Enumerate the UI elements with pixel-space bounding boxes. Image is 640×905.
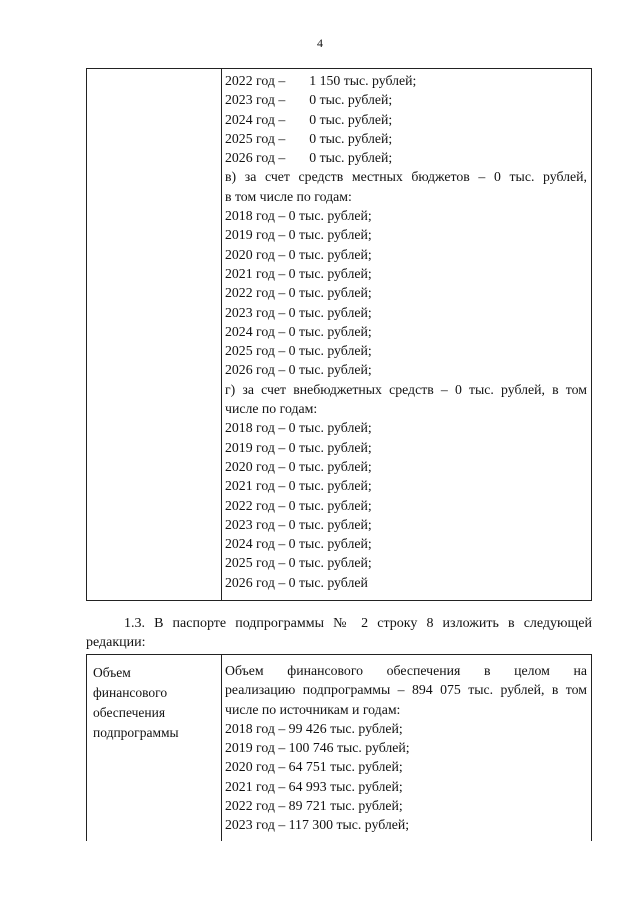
row-label-line: обеспечения [93,705,166,720]
extrabudgetary-year-line: 2023 год – 0 тыс. рублей; [225,516,372,532]
year-line: 2024 год – 0 тыс. рублей; [225,111,393,127]
paragraph-line: редакции: [86,635,146,650]
row-label-cell [93,663,217,743]
local-year-line: 2024 год – 0 тыс. рублей; [225,323,372,339]
year-line: 2021 год – 64 993 тыс. рублей; [225,778,403,794]
year-line: 2022 год – 1 150 тыс. рублей; [225,73,417,88]
year-line: 2022 год – 89 721 тыс. рублей; [225,798,403,814]
section-heading-extrabudgetary: г) за счет внебюджетных средств – 0 тыс. рублей, в том [225,381,587,397]
extrabudgetary-year-line: 2024 год – 0 тыс. рублей; [225,536,372,552]
extrabudgetary-year-line: 2025 год – 0 тыс. рублей; [225,555,372,571]
local-year-line: 2023 год – 0 тыс. рублей; [225,304,372,320]
intro-line: реализацию подпрограммы – 894 075 тыс. рублей, в том [225,682,587,698]
financing-lines [225,661,587,835]
amendment-paragraph [86,614,592,652]
extrabudgetary-year-line: 2019 год – 0 тыс. рублей; [225,439,372,455]
extrabudgetary-year-line: 2018 год – 0 тыс. рублей; [225,420,372,436]
row-label-line: подпрограммы [93,725,179,740]
year-line: 2023 год – 117 300 тыс. рублей; [225,817,410,833]
section-heading-local: в) за счет средств местных бюджетов – 0 тыс. рублей, [225,169,587,185]
year-line: 2026 год – 0 тыс. рублей; [225,150,393,166]
section-heading-local: в том числе по годам: [225,188,352,204]
local-year-line: 2025 год – 0 тыс. рублей; [225,343,372,359]
extrabudgetary-year-line: 2020 год – 0 тыс. рублей; [225,458,372,474]
year-line: 2020 год – 64 751 тыс. рублей; [225,759,403,775]
financing-lines [225,71,587,592]
local-year-line: 2022 год – 0 тыс. рублей; [225,285,372,301]
local-year-line: 2020 год – 0 тыс. рублей; [225,246,372,262]
paragraph-line: 1.3. В паспорте подпрограммы № 2 строку 8 изложить в следующей [124,616,592,631]
financing-table-continuation [86,68,592,601]
section-heading-extrabudgetary: числе по годам: [225,401,318,417]
column-divider [221,655,222,841]
intro-line: Объем финансового обеспечения в целом на [225,663,587,678]
local-year-line: 2026 год – 0 тыс. рублей; [225,362,372,378]
local-year-line: 2021 год – 0 тыс. рублей; [225,265,372,281]
row-label-line: финансового [93,685,168,700]
extrabudgetary-year-line: 2021 год – 0 тыс. рублей; [225,478,372,494]
subprogram-financing-table [86,654,592,841]
column-divider [221,69,222,600]
year-line: 2025 год – 0 тыс. рублей; [225,130,393,146]
row-label-line: Объем [93,665,131,680]
year-line: 2019 год – 100 746 тыс. рублей; [225,740,410,756]
local-year-line: 2019 год – 0 тыс. рублей; [225,227,372,243]
year-line: 2023 год – 0 тыс. рублей; [225,92,393,108]
intro-line: числе по источникам и годам: [225,701,401,717]
page-number: 4 [317,36,323,50]
extrabudgetary-year-line: 2026 год – 0 тыс. рублей [225,574,368,590]
extrabudgetary-year-line: 2022 год – 0 тыс. рублей; [225,497,372,513]
local-year-line: 2018 год – 0 тыс. рублей; [225,208,372,224]
year-line: 2018 год – 99 426 тыс. рублей; [225,720,403,736]
